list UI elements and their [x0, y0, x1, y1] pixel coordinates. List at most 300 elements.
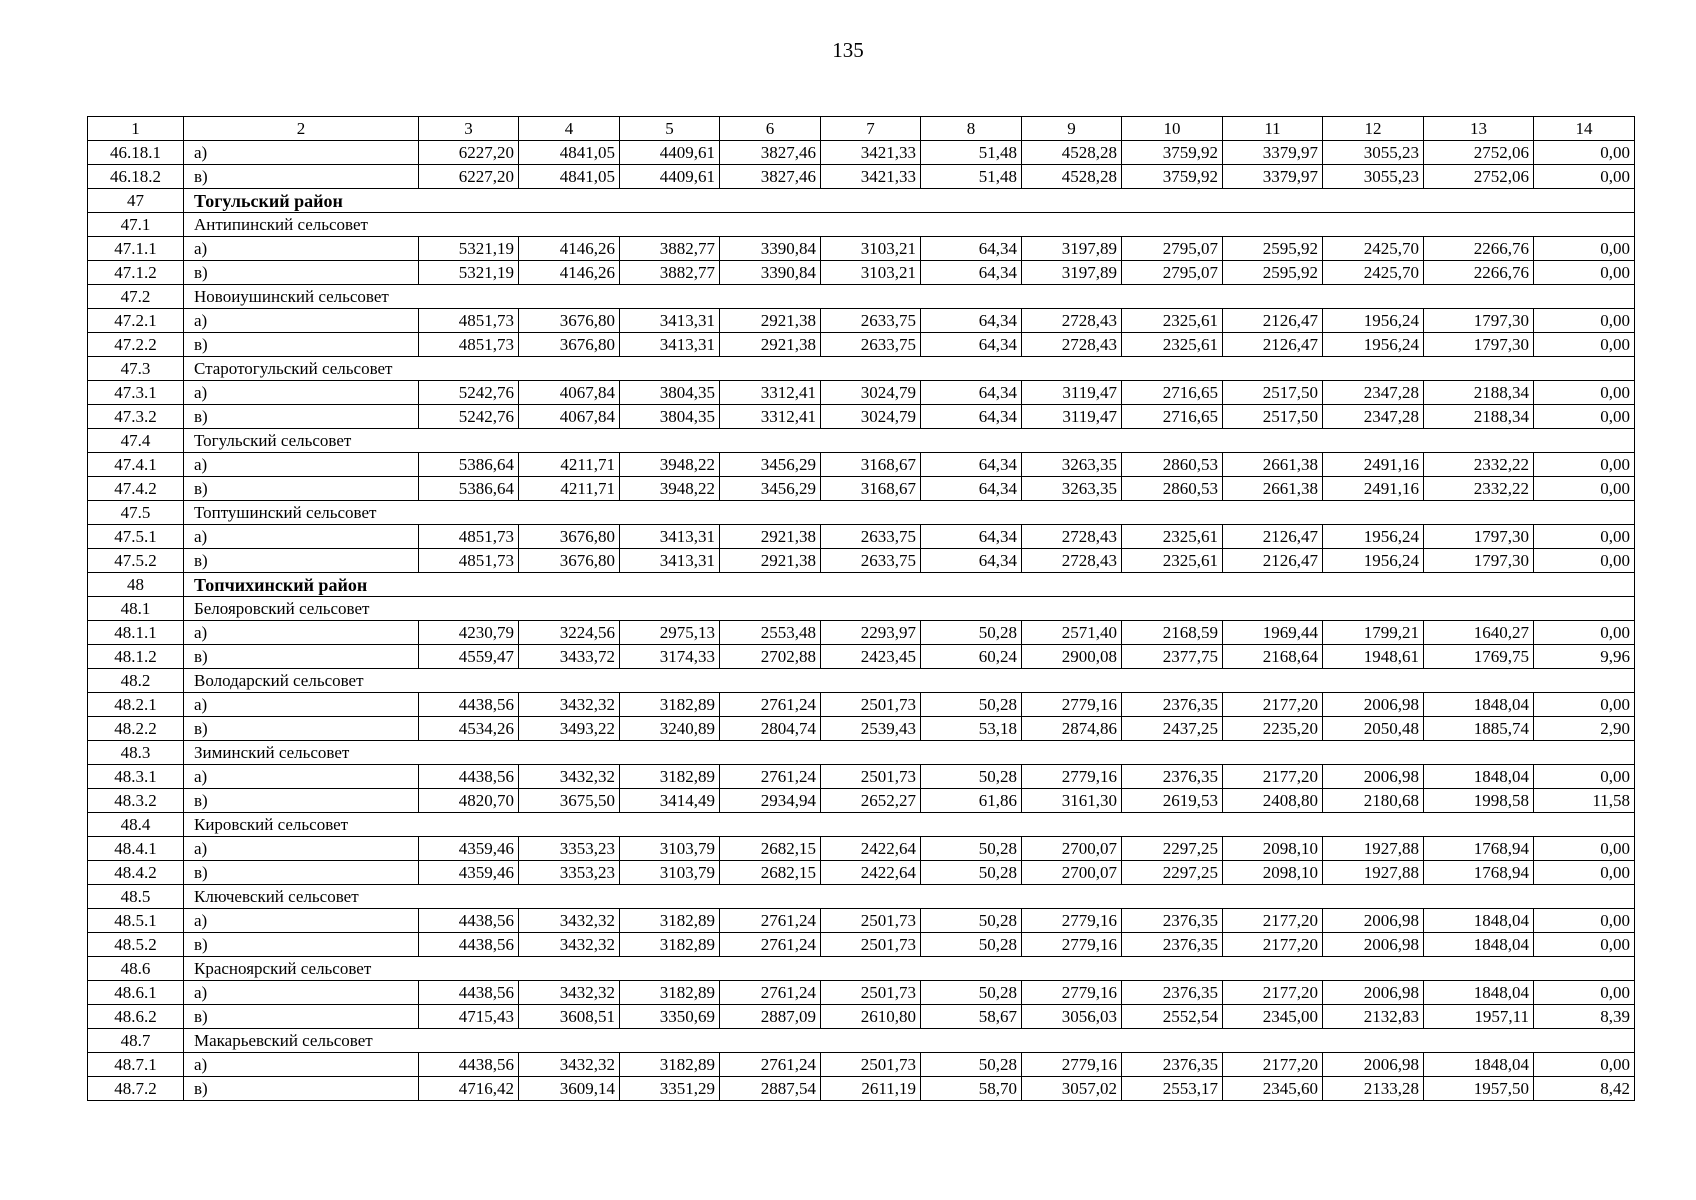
value-cell: 2728,43	[1022, 525, 1122, 549]
value-cell: 3882,77	[620, 261, 720, 285]
section-row	[88, 357, 1635, 381]
section-row	[88, 885, 1635, 909]
value-cell: 50,28	[921, 933, 1022, 957]
value-cell: 4409,61	[620, 165, 720, 189]
table-body	[88, 117, 1635, 1101]
row-code: 47.1.2	[88, 261, 184, 285]
value-cell: 3804,35	[620, 405, 720, 429]
value-cell: 2571,40	[1022, 621, 1122, 645]
row-code: 48.4.2	[88, 861, 184, 885]
table-row	[88, 861, 1635, 885]
value-cell: 3182,89	[620, 1053, 720, 1077]
row-label: в)	[184, 861, 419, 885]
value-cell: 3433,72	[519, 645, 620, 669]
value-cell: 1969,44	[1223, 621, 1323, 645]
row-code: 47.4	[88, 429, 184, 453]
value-cell: 8,39	[1534, 1005, 1635, 1029]
section-name: Красноярский сельсовет	[184, 957, 1635, 981]
value-cell: 2491,16	[1323, 477, 1424, 501]
value-cell: 3353,23	[519, 861, 620, 885]
row-label: а)	[184, 621, 419, 645]
value-cell: 2610,80	[821, 1005, 921, 1029]
value-cell: 4559,47	[419, 645, 519, 669]
value-cell: 3119,47	[1022, 381, 1122, 405]
value-cell: 3493,22	[519, 717, 620, 741]
value-cell: 4528,28	[1022, 165, 1122, 189]
value-cell: 2661,38	[1223, 453, 1323, 477]
value-cell: 4211,71	[519, 453, 620, 477]
section-row	[88, 597, 1635, 621]
value-cell: 3351,29	[620, 1077, 720, 1101]
value-cell: 0,00	[1534, 837, 1635, 861]
value-cell: 2235,20	[1223, 717, 1323, 741]
value-cell: 2177,20	[1223, 693, 1323, 717]
value-cell: 2177,20	[1223, 981, 1323, 1005]
row-label: а)	[184, 381, 419, 405]
value-cell: 3174,33	[620, 645, 720, 669]
row-code: 47.5	[88, 501, 184, 525]
value-cell: 50,28	[921, 909, 1022, 933]
value-cell: 3432,32	[519, 1053, 620, 1077]
value-cell: 2633,75	[821, 525, 921, 549]
value-cell: 4438,56	[419, 765, 519, 789]
value-cell: 3224,56	[519, 621, 620, 645]
page-number: 135	[832, 38, 864, 62]
value-cell: 2921,38	[720, 525, 821, 549]
value-cell: 3312,41	[720, 381, 821, 405]
row-code: 48	[88, 573, 184, 597]
value-cell: 3263,35	[1022, 477, 1122, 501]
value-cell: 2177,20	[1223, 765, 1323, 789]
section-name: Новоиушинский сельсовет	[184, 285, 1635, 309]
value-cell: 50,28	[921, 1053, 1022, 1077]
value-cell: 1640,27	[1424, 621, 1534, 645]
row-label: в)	[184, 1005, 419, 1029]
row-label: а)	[184, 309, 419, 333]
value-cell: 2804,74	[720, 717, 821, 741]
value-cell: 3024,79	[821, 405, 921, 429]
header-cell: 12	[1323, 117, 1424, 141]
value-cell: 3353,23	[519, 837, 620, 861]
value-cell: 4851,73	[419, 525, 519, 549]
value-cell: 4067,84	[519, 381, 620, 405]
value-cell: 3676,80	[519, 525, 620, 549]
value-cell: 2126,47	[1223, 309, 1323, 333]
value-cell: 4851,73	[419, 549, 519, 573]
value-cell: 51,48	[921, 141, 1022, 165]
value-cell: 2779,16	[1022, 909, 1122, 933]
value-cell: 4820,70	[419, 789, 519, 813]
value-cell: 0,00	[1534, 525, 1635, 549]
value-cell: 8,42	[1534, 1077, 1635, 1101]
value-cell: 2266,76	[1424, 237, 1534, 261]
table-row	[88, 765, 1635, 789]
value-cell: 3827,46	[720, 141, 821, 165]
value-cell: 2168,64	[1223, 645, 1323, 669]
value-cell: 2700,07	[1022, 837, 1122, 861]
value-cell: 4067,84	[519, 405, 620, 429]
value-cell: 51,48	[921, 165, 1022, 189]
value-cell: 58,67	[921, 1005, 1022, 1029]
value-cell: 2266,76	[1424, 261, 1534, 285]
value-cell: 1848,04	[1424, 1053, 1534, 1077]
value-cell: 2325,61	[1122, 549, 1223, 573]
table-row	[88, 261, 1635, 285]
value-cell: 50,28	[921, 837, 1022, 861]
header-cell: 7	[821, 117, 921, 141]
value-cell: 2887,54	[720, 1077, 821, 1101]
value-cell: 3161,30	[1022, 789, 1122, 813]
header-cell: 4	[519, 117, 620, 141]
row-code: 47.4.1	[88, 453, 184, 477]
value-cell: 2325,61	[1122, 525, 1223, 549]
value-cell: 3182,89	[620, 909, 720, 933]
value-cell: 2188,34	[1424, 381, 1534, 405]
value-cell: 0,00	[1534, 309, 1635, 333]
value-cell: 3759,92	[1122, 141, 1223, 165]
value-cell: 3827,46	[720, 165, 821, 189]
value-cell: 2761,24	[720, 909, 821, 933]
row-label: в)	[184, 333, 419, 357]
value-cell: 2006,98	[1323, 981, 1424, 1005]
value-cell: 3609,14	[519, 1077, 620, 1101]
value-cell: 2682,15	[720, 837, 821, 861]
value-cell: 3263,35	[1022, 453, 1122, 477]
value-cell: 1998,58	[1424, 789, 1534, 813]
value-cell: 3759,92	[1122, 165, 1223, 189]
value-cell: 2887,09	[720, 1005, 821, 1029]
row-label: в)	[184, 165, 419, 189]
value-cell: 2595,92	[1223, 261, 1323, 285]
value-cell: 2133,28	[1323, 1077, 1424, 1101]
value-cell: 50,28	[921, 765, 1022, 789]
value-cell: 4146,26	[519, 261, 620, 285]
value-cell: 1797,30	[1424, 309, 1534, 333]
value-cell: 2376,35	[1122, 765, 1223, 789]
value-cell: 4211,71	[519, 477, 620, 501]
value-cell: 2539,43	[821, 717, 921, 741]
value-cell: 3390,84	[720, 237, 821, 261]
value-cell: 50,28	[921, 621, 1022, 645]
section-name: Зиминский сельсовет	[184, 741, 1635, 765]
value-cell: 64,34	[921, 477, 1022, 501]
value-cell: 2501,73	[821, 693, 921, 717]
value-cell: 2761,24	[720, 981, 821, 1005]
table-row	[88, 549, 1635, 573]
value-cell: 0,00	[1534, 933, 1635, 957]
value-cell: 2347,28	[1323, 405, 1424, 429]
value-cell: 2422,64	[821, 837, 921, 861]
row-code: 48.6	[88, 957, 184, 981]
value-cell: 3182,89	[620, 693, 720, 717]
value-cell: 0,00	[1534, 909, 1635, 933]
row-code: 46.18.1	[88, 141, 184, 165]
value-cell: 64,34	[921, 381, 1022, 405]
section-row	[88, 501, 1635, 525]
table-row	[88, 237, 1635, 261]
row-code: 48.4.1	[88, 837, 184, 861]
value-cell: 4534,26	[419, 717, 519, 741]
value-cell: 3456,29	[720, 477, 821, 501]
value-cell: 4528,28	[1022, 141, 1122, 165]
value-cell: 11,58	[1534, 789, 1635, 813]
value-cell: 2297,25	[1122, 837, 1223, 861]
value-cell: 3168,67	[821, 453, 921, 477]
value-cell: 1797,30	[1424, 333, 1534, 357]
row-label: в)	[184, 405, 419, 429]
value-cell: 1957,50	[1424, 1077, 1534, 1101]
value-cell: 2501,73	[821, 1053, 921, 1077]
value-cell: 2921,38	[720, 309, 821, 333]
value-cell: 3197,89	[1022, 237, 1122, 261]
header-cell: 9	[1022, 117, 1122, 141]
value-cell: 2050,48	[1323, 717, 1424, 741]
value-cell: 0,00	[1534, 861, 1635, 885]
value-cell: 2752,06	[1424, 165, 1534, 189]
value-cell: 2377,75	[1122, 645, 1223, 669]
row-code: 48.2.2	[88, 717, 184, 741]
value-cell: 2006,98	[1323, 909, 1424, 933]
row-code: 48.3.2	[88, 789, 184, 813]
value-cell: 2,90	[1534, 717, 1635, 741]
value-cell: 3024,79	[821, 381, 921, 405]
row-label: а)	[184, 525, 419, 549]
value-cell: 60,24	[921, 645, 1022, 669]
header-cell: 1	[88, 117, 184, 141]
value-cell: 2779,16	[1022, 765, 1122, 789]
value-cell: 4716,42	[419, 1077, 519, 1101]
value-cell: 4841,05	[519, 141, 620, 165]
row-code: 46.18.2	[88, 165, 184, 189]
table-row	[88, 309, 1635, 333]
row-code: 47.5.2	[88, 549, 184, 573]
value-cell: 2633,75	[821, 549, 921, 573]
value-cell: 61,86	[921, 789, 1022, 813]
table-row	[88, 333, 1635, 357]
value-cell: 2177,20	[1223, 1053, 1323, 1077]
row-code: 48.3	[88, 741, 184, 765]
value-cell: 2860,53	[1122, 477, 1223, 501]
value-cell: 0,00	[1534, 405, 1635, 429]
value-cell: 4851,73	[419, 309, 519, 333]
row-code: 47.3.2	[88, 405, 184, 429]
header-cell: 14	[1534, 117, 1635, 141]
section-name: Кировский сельсовет	[184, 813, 1635, 837]
value-cell: 2376,35	[1122, 909, 1223, 933]
value-cell: 2347,28	[1323, 381, 1424, 405]
section-row	[88, 813, 1635, 837]
value-cell: 4438,56	[419, 933, 519, 957]
value-cell: 3182,89	[620, 981, 720, 1005]
value-cell: 64,34	[921, 453, 1022, 477]
value-cell: 2501,73	[821, 909, 921, 933]
row-label: а)	[184, 237, 419, 261]
value-cell: 2345,60	[1223, 1077, 1323, 1101]
section-name: Тогульский сельсовет	[184, 429, 1635, 453]
value-cell: 0,00	[1534, 261, 1635, 285]
table-row	[88, 621, 1635, 645]
value-cell: 1848,04	[1424, 909, 1534, 933]
row-code: 47.2	[88, 285, 184, 309]
value-cell: 2006,98	[1323, 1053, 1424, 1077]
value-cell: 2501,73	[821, 933, 921, 957]
value-cell: 0,00	[1534, 237, 1635, 261]
row-label: в)	[184, 261, 419, 285]
value-cell: 3676,80	[519, 549, 620, 573]
value-cell: 2332,22	[1424, 477, 1534, 501]
value-cell: 2408,80	[1223, 789, 1323, 813]
district-row	[88, 573, 1635, 597]
value-cell: 2795,07	[1122, 237, 1223, 261]
row-code: 48.5.2	[88, 933, 184, 957]
section-name: Ключевский сельсовет	[184, 885, 1635, 909]
value-cell: 0,00	[1534, 1053, 1635, 1077]
row-label: в)	[184, 477, 419, 501]
value-cell: 2132,83	[1323, 1005, 1424, 1029]
section-name: Володарский сельсовет	[184, 669, 1635, 693]
section-name: Старотогульский сельсовет	[184, 357, 1635, 381]
value-cell: 3055,23	[1323, 141, 1424, 165]
value-cell: 1848,04	[1424, 693, 1534, 717]
value-cell: 2595,92	[1223, 237, 1323, 261]
value-cell: 1848,04	[1424, 981, 1534, 1005]
district-name: Топчихинский район	[184, 573, 1635, 597]
value-cell: 2423,45	[821, 645, 921, 669]
table-row	[88, 405, 1635, 429]
value-cell: 2126,47	[1223, 549, 1323, 573]
value-cell: 64,34	[921, 237, 1022, 261]
value-cell: 2180,68	[1323, 789, 1424, 813]
section-row	[88, 213, 1635, 237]
row-code: 48.6.2	[88, 1005, 184, 1029]
row-label: в)	[184, 933, 419, 957]
value-cell: 2934,94	[720, 789, 821, 813]
table-row	[88, 789, 1635, 813]
value-cell: 0,00	[1534, 381, 1635, 405]
value-cell: 3103,79	[620, 861, 720, 885]
value-cell: 3413,31	[620, 309, 720, 333]
value-cell: 3413,31	[620, 525, 720, 549]
value-cell: 2297,25	[1122, 861, 1223, 885]
table-row	[88, 1005, 1635, 1029]
value-cell: 2779,16	[1022, 981, 1122, 1005]
value-cell: 4230,79	[419, 621, 519, 645]
row-code: 48.7	[88, 1029, 184, 1053]
value-cell: 0,00	[1534, 477, 1635, 501]
row-code: 48.4	[88, 813, 184, 837]
table-row	[88, 981, 1635, 1005]
value-cell: 2006,98	[1323, 765, 1424, 789]
row-label: в)	[184, 789, 419, 813]
table-row	[88, 1053, 1635, 1077]
header-cell: 10	[1122, 117, 1223, 141]
value-cell: 0,00	[1534, 333, 1635, 357]
value-cell: 1956,24	[1323, 525, 1424, 549]
row-code: 48.5	[88, 885, 184, 909]
header-cell: 6	[720, 117, 821, 141]
value-cell: 2702,88	[720, 645, 821, 669]
row-code: 48.1	[88, 597, 184, 621]
table-row	[88, 693, 1635, 717]
row-code: 47	[88, 189, 184, 213]
value-cell: 3103,21	[821, 261, 921, 285]
value-cell: 2795,07	[1122, 261, 1223, 285]
value-cell: 1848,04	[1424, 933, 1534, 957]
row-label: в)	[184, 717, 419, 741]
value-cell: 3390,84	[720, 261, 821, 285]
value-cell: 3608,51	[519, 1005, 620, 1029]
value-cell: 58,70	[921, 1077, 1022, 1101]
value-cell: 2716,65	[1122, 381, 1223, 405]
value-cell: 3675,50	[519, 789, 620, 813]
value-cell: 2900,08	[1022, 645, 1122, 669]
row-code: 48.7.2	[88, 1077, 184, 1101]
value-cell: 3056,03	[1022, 1005, 1122, 1029]
value-cell: 2700,07	[1022, 861, 1122, 885]
table-row	[88, 717, 1635, 741]
value-cell: 2177,20	[1223, 909, 1323, 933]
table-row	[88, 1077, 1635, 1101]
row-code: 47.2.1	[88, 309, 184, 333]
value-cell: 2779,16	[1022, 933, 1122, 957]
section-name: Макарьевский сельсовет	[184, 1029, 1635, 1053]
section-name: Белояровский сельсовет	[184, 597, 1635, 621]
value-cell: 3432,32	[519, 765, 620, 789]
value-cell: 2345,00	[1223, 1005, 1323, 1029]
value-cell: 2425,70	[1323, 261, 1424, 285]
value-cell: 2874,86	[1022, 717, 1122, 741]
section-row	[88, 429, 1635, 453]
row-code: 47.2.2	[88, 333, 184, 357]
value-cell: 3413,31	[620, 333, 720, 357]
value-cell: 2552,54	[1122, 1005, 1223, 1029]
row-code: 47.4.2	[88, 477, 184, 501]
value-cell: 3948,22	[620, 453, 720, 477]
value-cell: 1769,75	[1424, 645, 1534, 669]
row-code: 48.7.1	[88, 1053, 184, 1077]
table-row	[88, 933, 1635, 957]
header-row	[88, 117, 1635, 141]
row-code: 47.1.1	[88, 237, 184, 261]
value-cell: 2501,73	[821, 765, 921, 789]
value-cell: 5242,76	[419, 405, 519, 429]
value-cell: 6227,20	[419, 165, 519, 189]
value-cell: 2761,24	[720, 693, 821, 717]
row-code: 47.5.1	[88, 525, 184, 549]
row-label: а)	[184, 693, 419, 717]
value-cell: 5386,64	[419, 453, 519, 477]
table-row	[88, 645, 1635, 669]
value-cell: 4359,46	[419, 837, 519, 861]
section-row	[88, 285, 1635, 309]
value-cell: 4438,56	[419, 909, 519, 933]
value-cell: 2376,35	[1122, 693, 1223, 717]
value-cell: 2437,25	[1122, 717, 1223, 741]
value-cell: 64,34	[921, 549, 1022, 573]
value-cell: 4438,56	[419, 693, 519, 717]
value-cell: 3055,23	[1323, 165, 1424, 189]
row-code: 48.5.1	[88, 909, 184, 933]
value-cell: 3379,97	[1223, 141, 1323, 165]
table-row	[88, 909, 1635, 933]
value-cell: 5321,19	[419, 237, 519, 261]
value-cell: 1948,61	[1323, 645, 1424, 669]
table-row	[88, 453, 1635, 477]
table-row	[88, 165, 1635, 189]
value-cell: 0,00	[1534, 981, 1635, 1005]
value-cell: 3676,80	[519, 309, 620, 333]
value-cell: 0,00	[1534, 693, 1635, 717]
